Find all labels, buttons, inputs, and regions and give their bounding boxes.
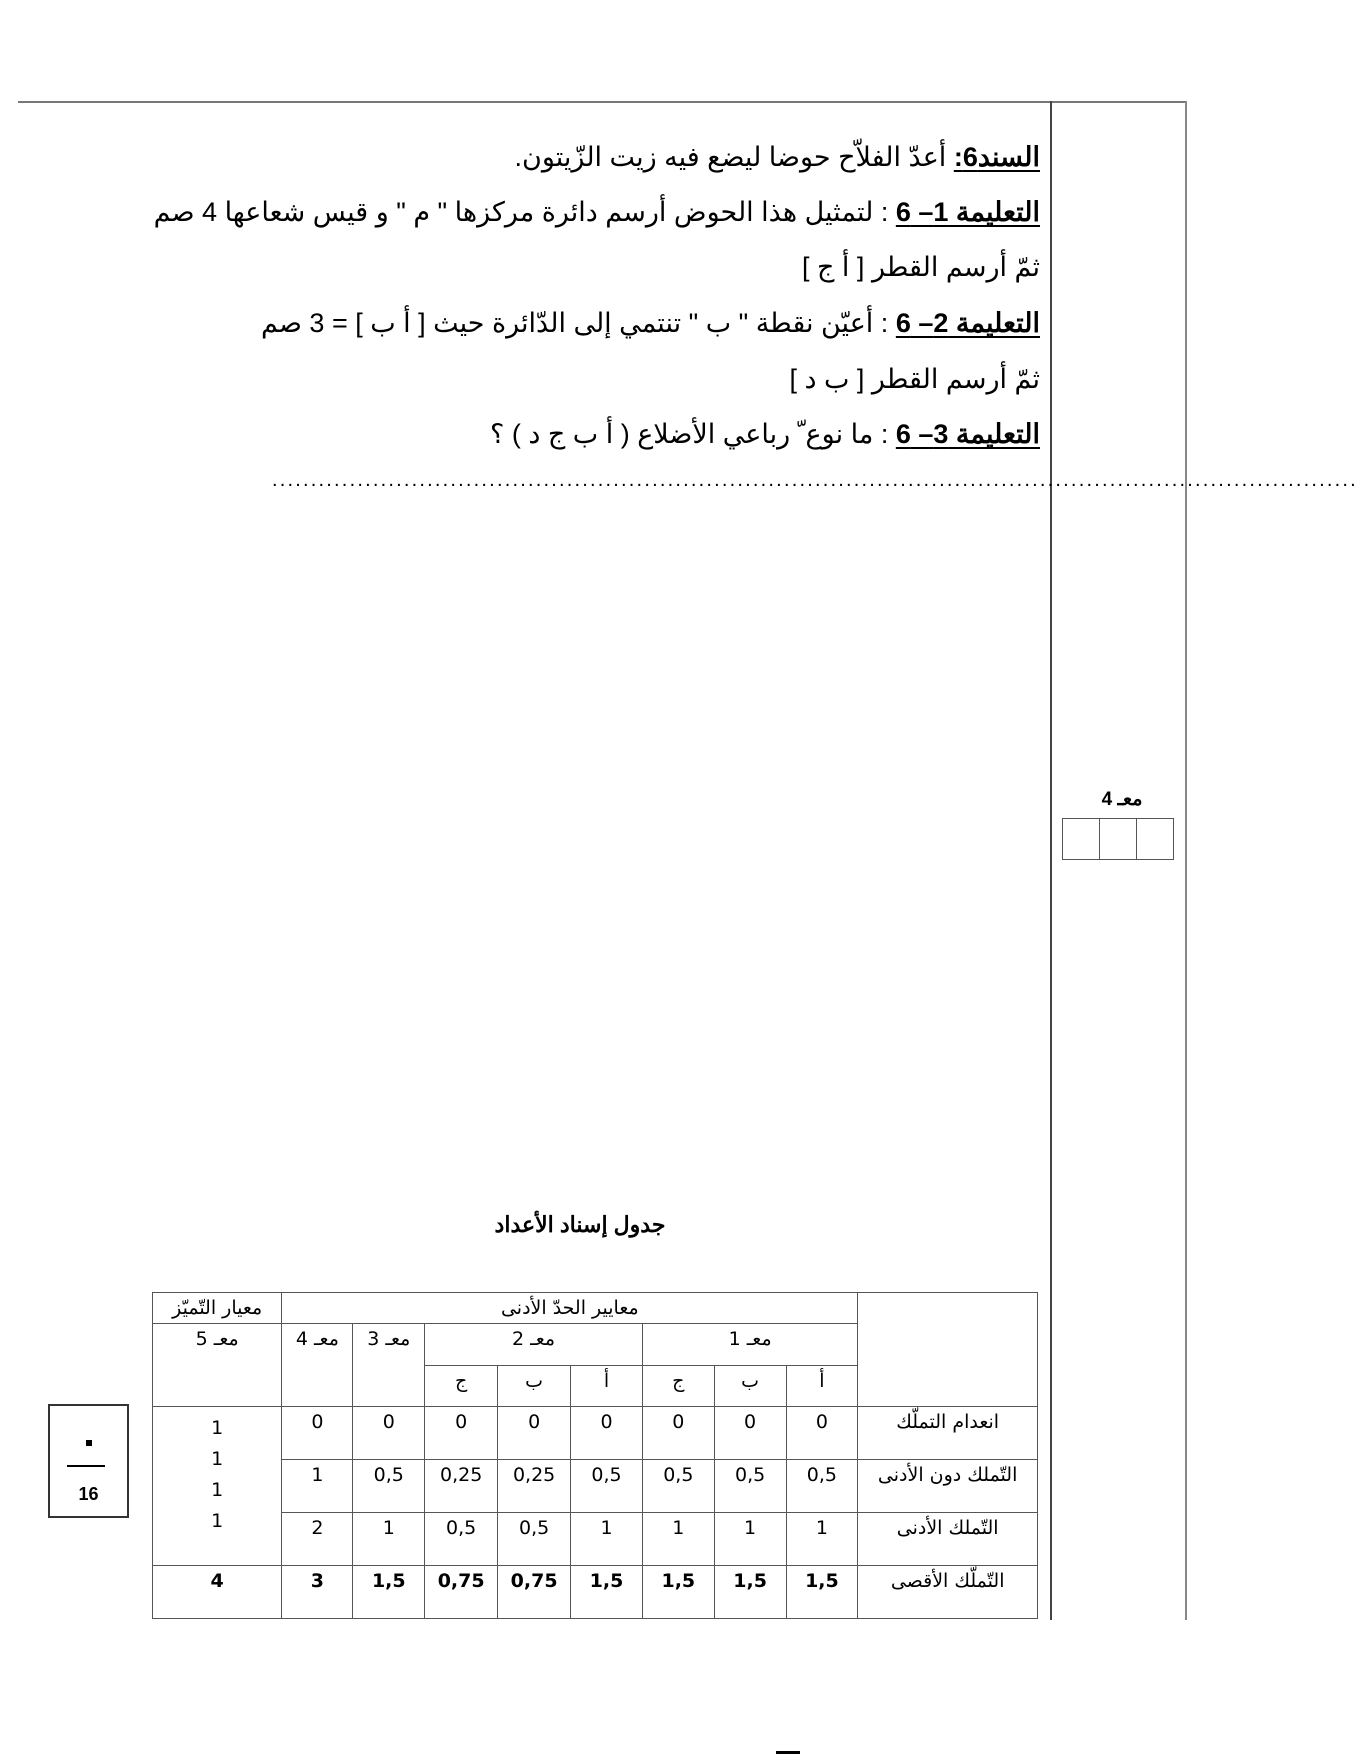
- instruction-3: [490, 417, 1040, 451]
- score-box[interactable]: [1136, 819, 1173, 859]
- cell: 0,25: [498, 1460, 571, 1513]
- corner-cell: [858, 1293, 1038, 1407]
- m5-value: 1: [211, 1479, 224, 1501]
- sub-header-a: أ: [571, 1366, 643, 1407]
- row-label: التّملك الأدنى: [858, 1513, 1038, 1566]
- grading-table: [152, 1292, 1038, 1619]
- criterion-1-header: معـ 1: [642, 1324, 857, 1366]
- answer-dotted-line[interactable]: ............................................................................................................................................: [272, 469, 1358, 491]
- criterion-label: معـ 4: [1101, 789, 1143, 810]
- row-label: انعدام التملّك: [858, 1407, 1038, 1460]
- sub-header-b: ب: [714, 1366, 786, 1407]
- row-label: التّملّك الأقصى: [858, 1566, 1038, 1619]
- table-row-total: [153, 1566, 1038, 1619]
- sub-header-b: ب: [498, 1366, 571, 1407]
- right-border: [1185, 101, 1187, 1620]
- row-label: التّملك دون الأدنى: [858, 1460, 1038, 1513]
- instruction-1-cont: [802, 250, 1040, 284]
- cell: 1,5: [786, 1566, 858, 1619]
- instruction-3-text: : ما نوع ّ رباعي الأضلاع ( أ ب ج د ) ؟: [490, 419, 896, 449]
- fraction-bar: [67, 1465, 105, 1467]
- group-min-header: معايير الحدّ الأدنى: [282, 1293, 858, 1324]
- instruction-1-label: التعليمة 1– 6: [895, 197, 1040, 227]
- cell: 3: [282, 1566, 353, 1619]
- criterion-4-header: معـ 4: [282, 1324, 353, 1407]
- instruction-2-text: : أعيّن نقطة " ب " تنتمي إلى الدّائرة حيث [ أ ب ] = 3 صم: [261, 308, 896, 338]
- sub-header-c: ج: [425, 1366, 498, 1407]
- cell: 0,5: [714, 1460, 786, 1513]
- cell: 0: [498, 1407, 571, 1460]
- support-label: السند6:: [953, 142, 1040, 172]
- criterion-2-header: معـ 2: [425, 1324, 643, 1366]
- score-numerator: [86, 1440, 92, 1446]
- table-title: جدول إسناد الأعداد: [494, 1212, 666, 1237]
- cell: 2: [282, 1513, 353, 1566]
- cell: 0,5: [353, 1460, 425, 1513]
- instruction-1: [154, 195, 1040, 229]
- cell: 0,25: [425, 1460, 498, 1513]
- m5-value: 1: [211, 1417, 224, 1439]
- cell: 0: [714, 1407, 786, 1460]
- support-line: [514, 140, 1040, 174]
- score-box[interactable]: [1063, 819, 1099, 859]
- sub-header-c: ج: [642, 1366, 714, 1407]
- m5-value: 1: [211, 1448, 224, 1470]
- cell: 1,5: [714, 1566, 786, 1619]
- instruction-1-cont-text: ثمّ أرسم القطر [ أ ج ]: [802, 252, 1040, 282]
- cell: 1: [786, 1513, 858, 1566]
- cell: 0: [786, 1407, 858, 1460]
- cell: 0,75: [498, 1566, 571, 1619]
- table-row: [153, 1407, 1038, 1460]
- score-box-total: [48, 1404, 129, 1518]
- cell: 0: [353, 1407, 425, 1460]
- score-denominator: 16: [78, 1484, 99, 1504]
- cell: 1: [282, 1460, 353, 1513]
- table-row: [153, 1460, 1038, 1513]
- cell: 0,75: [425, 1566, 498, 1619]
- margin-divider: [1050, 101, 1052, 1620]
- cell: 0,5: [571, 1460, 643, 1513]
- m5-value: 1: [211, 1510, 224, 1532]
- instruction-2-cont-text: ثمّ أرسم القطر [ ب د ]: [789, 364, 1040, 394]
- cell: 1,5: [642, 1566, 714, 1619]
- instruction-1-text: : لتمثيل هذا الحوض أرسم دائرة مركزها " م " و قيس شعاعها 4 صم: [153, 197, 896, 227]
- group-excellence-header: معيار التّميّز: [153, 1293, 282, 1324]
- cell: 1,5: [353, 1566, 425, 1619]
- cell: 1: [353, 1513, 425, 1566]
- sub-header-a: أ: [786, 1366, 858, 1407]
- cell: 0: [571, 1407, 643, 1460]
- cell: 0: [425, 1407, 498, 1460]
- criterion-5-header: معـ 5: [153, 1324, 282, 1407]
- cell: 0,5: [642, 1460, 714, 1513]
- table-row: [153, 1513, 1038, 1566]
- cell: 1: [714, 1513, 786, 1566]
- cell: 1: [571, 1513, 643, 1566]
- instruction-2-cont: [789, 362, 1040, 396]
- score-box[interactable]: [1099, 819, 1136, 859]
- instruction-3-label: التعليمة 3– 6: [895, 419, 1040, 449]
- criterion-3-header: معـ 3: [353, 1324, 425, 1407]
- m5-total: 4: [153, 1566, 282, 1619]
- instruction-2-label: التعليمة 2– 6: [895, 308, 1040, 338]
- cell: 0,5: [786, 1460, 858, 1513]
- cell: 0,5: [425, 1513, 498, 1566]
- support-text: أعدّ الفلاّح حوضا ليضع فيه زيت الزّيتون.: [514, 142, 954, 172]
- cell: 1,5: [571, 1566, 643, 1619]
- cell: 0: [282, 1407, 353, 1460]
- instruction-2: [261, 306, 1040, 340]
- cell: 0: [642, 1407, 714, 1460]
- criterion-score-boxes: [1062, 818, 1174, 860]
- top-rule: [18, 101, 1186, 103]
- cell: 0,5: [498, 1513, 571, 1566]
- cell: 1: [642, 1513, 714, 1566]
- criterion-5-values: [153, 1407, 282, 1566]
